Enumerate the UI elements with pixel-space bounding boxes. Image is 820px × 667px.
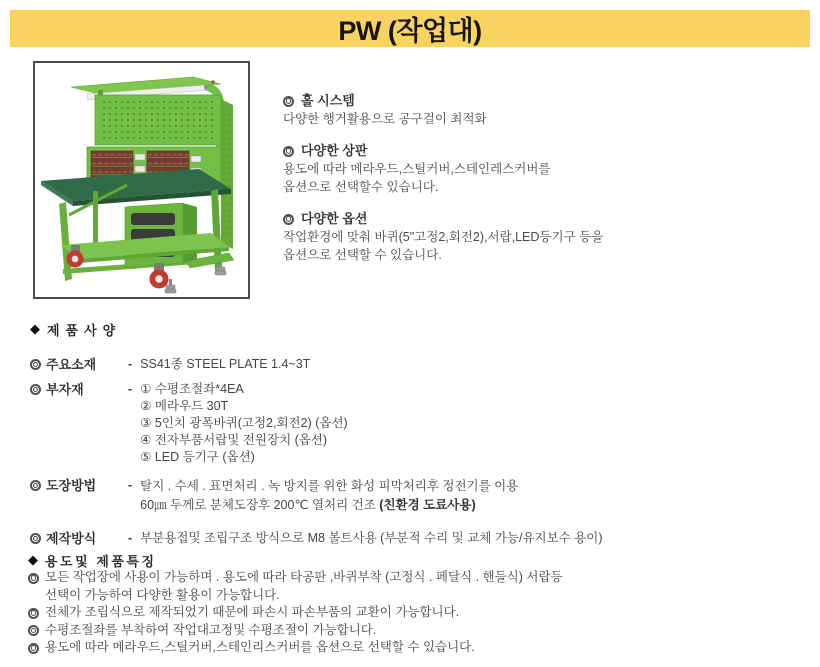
spec-line-text: 60㎛ 두께로 분체도장후 200℃ 열처리 건조	[140, 498, 380, 512]
product-image-frame	[33, 61, 250, 299]
spec-value: SS41종 STEEL PLATE 1.4~3T	[140, 357, 311, 371]
usage-bullet	[28, 604, 798, 622]
spec-label: 도장방법	[46, 478, 97, 493]
feature-line: 용도에 따라 메라우드,스틸커버,스테인레스커버를	[283, 162, 551, 176]
spec-item: ③ 5인치 광폭바퀴(고정2,회전2) (옵션)	[140, 416, 348, 430]
eco-paint-note: (친환경 도료사용)	[379, 498, 476, 512]
spec-label: 주요소재	[46, 357, 97, 372]
usage-section-title: 용도및 제품특징	[45, 553, 157, 569]
feature-list	[283, 92, 703, 278]
spec-separator: -	[128, 531, 133, 545]
spec-line: 탈지 . 수세 . 표면처리 . 녹 방지를 위한 화성 피막처리후 정전기를 이용	[140, 479, 519, 493]
target-bullet-icon	[28, 625, 39, 636]
target-bullet-icon	[283, 146, 294, 157]
spec-value-list	[140, 381, 348, 466]
spec-item: ① 수평조절좌*4EA	[140, 382, 244, 396]
usage-section-heading	[28, 551, 798, 569]
spec-item: ⑤ LED 등기구 (옵션)	[140, 450, 255, 464]
target-bullet-icon	[283, 214, 294, 225]
pegboard	[95, 95, 221, 145]
target-bullet-icon	[30, 533, 41, 544]
title-banner	[10, 10, 810, 47]
spec-label: 제작방식	[46, 531, 97, 546]
spec-label: 부자재	[46, 382, 84, 397]
feature-line: 작업환경에 맞춰 바퀴(5"고정2,회전2),서랍,LED등기구 등을	[283, 230, 604, 244]
feature-line: 옵션으로 선택할수 있습니다.	[283, 180, 439, 194]
spec-section-heading	[30, 320, 770, 338]
feature-line: 옵션으로 선택할 수 있습니다.	[283, 248, 442, 262]
usage-text: 전체가 조립식으로 제작되었기 때문에 파손시 파손부품의 교환이 가능합니다.	[45, 605, 460, 619]
usage-line: 모든 작업장에 사용이 가능하며 . 용도에 따라 타공판 ,바퀴부착 (고정식 . 페달식 . 핸들식) 서랍등	[45, 570, 563, 584]
feature-heading: 홀 시스템	[301, 93, 355, 108]
spec-value: 부분용접및 조립구조 방식으로 M8 볼트사용 (부분적 수리 및 교체 가능/유지보수 용이)	[140, 531, 603, 545]
spec-row-accessories	[30, 381, 770, 466]
target-bullet-icon	[30, 480, 41, 491]
spec-separator: -	[128, 357, 133, 371]
feature-tops	[283, 142, 703, 196]
feature-heading: 다양한 옵션	[301, 211, 368, 226]
spec-separator: -	[128, 382, 133, 396]
spec-item: ② 메라우드 30T	[140, 399, 229, 413]
feature-heading: 다양한 상판	[301, 143, 368, 158]
spec-row-painting	[30, 477, 770, 515]
spec-value-multiline	[140, 477, 518, 515]
product-photo	[35, 63, 248, 297]
page-title: PW (작업대)	[338, 16, 482, 46]
usage-bullet	[28, 639, 798, 657]
usage-section	[28, 551, 798, 657]
diamond-icon: ◆	[30, 321, 40, 336]
usage-line: 선택이 가능하여 다양한 활용이 가능합니다.	[45, 587, 280, 602]
target-bullet-icon	[28, 608, 39, 619]
spec-line	[140, 496, 518, 515]
diamond-icon: ◆	[28, 552, 38, 567]
feature-hole-system	[283, 92, 703, 128]
spec-row-material	[30, 356, 770, 373]
target-bullet-icon	[30, 384, 41, 395]
spec-section-title: 제품사양	[47, 322, 122, 338]
usage-bullet	[28, 569, 798, 604]
feature-line: 다양한 행거활용으로 공구걸이 최적화	[283, 112, 487, 126]
spec-section	[30, 320, 770, 547]
usage-text	[45, 569, 563, 604]
target-bullet-icon	[28, 573, 39, 584]
spec-separator: -	[128, 478, 133, 492]
target-bullet-icon	[28, 643, 39, 654]
usage-bullet	[28, 622, 798, 640]
usage-text: 수평조절좌를 부착하여 작업대고정및 수평조절이 가능합니다.	[45, 622, 377, 637]
worktop	[41, 169, 231, 206]
target-bullet-icon	[283, 96, 294, 107]
side-panel-holes	[223, 109, 231, 235]
feature-options	[283, 210, 703, 264]
target-bullet-icon	[30, 359, 41, 370]
usage-text: 용도에 따라 메라우드,스틸커버,스테인리스커버를 옵션으로 선택할 수 있습니다.	[45, 640, 475, 654]
spec-row-construction	[30, 530, 770, 547]
spec-item: ④ 전자부품서랍및 전원장치 (옵션)	[140, 433, 328, 447]
